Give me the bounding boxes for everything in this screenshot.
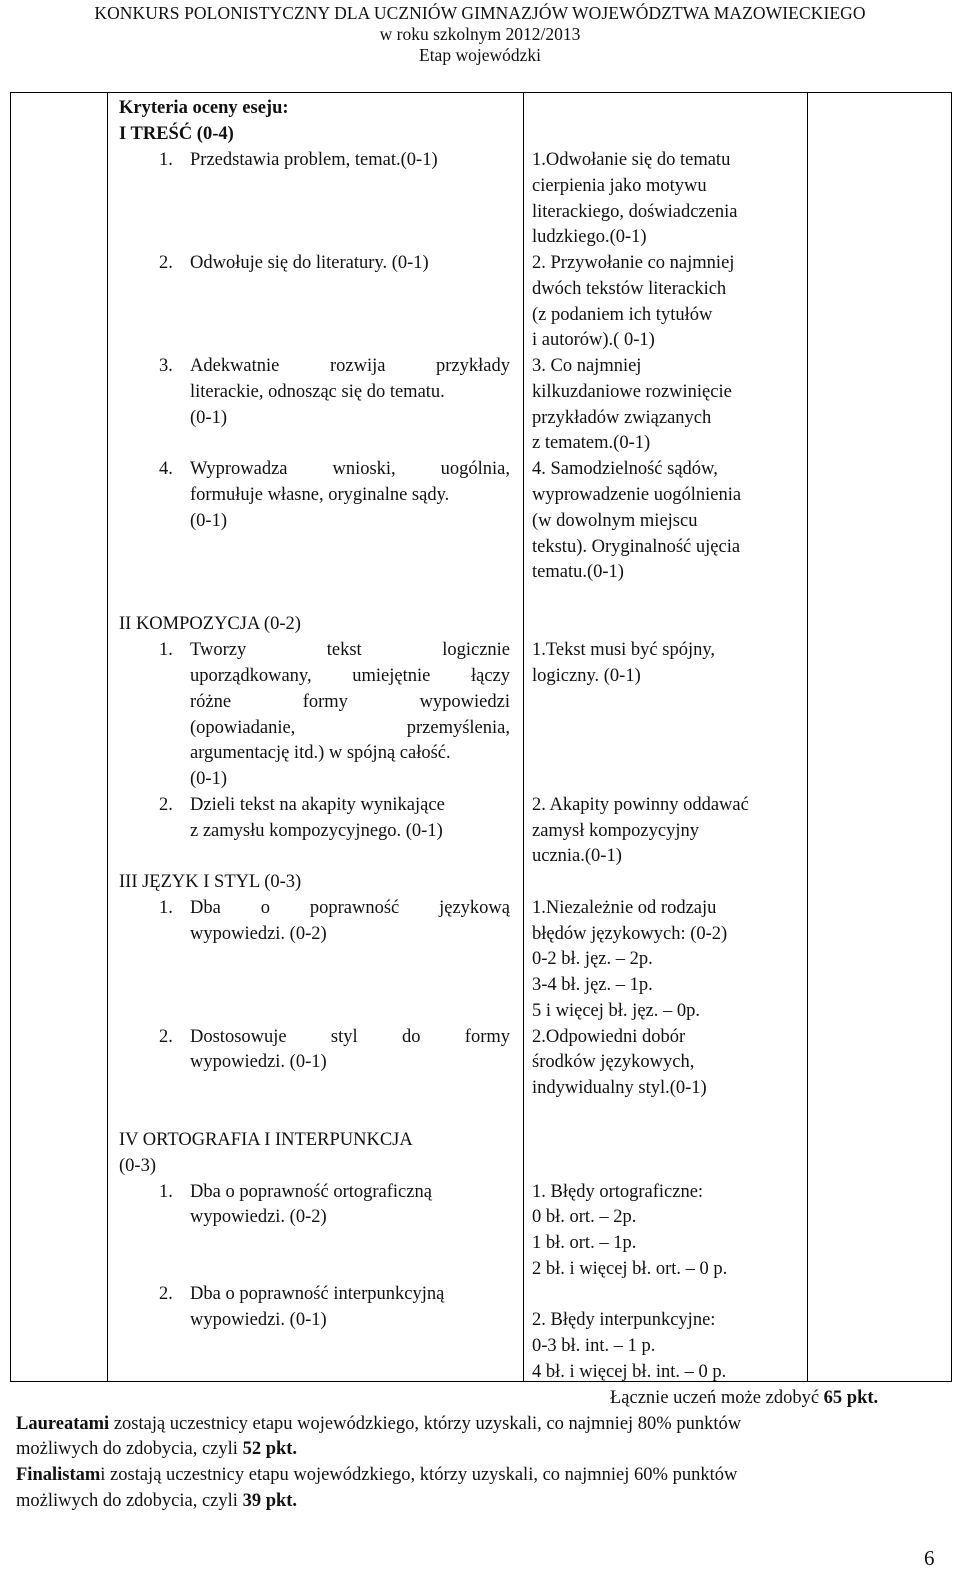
description-text: ucznia.(0-1) <box>532 846 622 866</box>
criterion-text: Tworzy tekst logicznie <box>190 640 510 660</box>
item-number: 2. <box>159 1284 173 1304</box>
description-text: 1 bł. ort. – 1p. <box>532 1233 637 1253</box>
stage-label: Etap wojewódzki <box>419 45 541 65</box>
contest-title: KONKURS POLONISTYCZNY DLA UCZNIÓW GIMNAZJÓW WOJEWÓDZTWA MAZOWIECKIEGO <box>94 3 866 23</box>
section-heading-tresc: I TREŚĆ (0-4) <box>119 124 234 144</box>
description-text: 2. Błędy interpunkcyjne: <box>532 1310 716 1330</box>
description-text: 5 i więcej bł. jęz. – 0p. <box>532 1001 700 1021</box>
laureates-points: 52 pkt. <box>242 1439 298 1459</box>
criteria-title: Kryteria oceny eseju: <box>119 98 289 118</box>
criterion-text: Wyprowadza wnioski, uogólnia, <box>190 459 510 479</box>
page-number: 6 <box>924 1546 935 1570</box>
description-text: przykładów związanych <box>532 408 712 428</box>
criterion-text: formułuje własne, oryginalne sądy. <box>190 485 450 505</box>
item-number: 1. <box>159 898 173 918</box>
item-number: 4. <box>159 459 173 479</box>
description-text: 2 bł. i więcej bł. ort. – 0 p. <box>532 1259 728 1279</box>
school-year: w roku szkolnym 2012/2013 <box>379 24 581 44</box>
description-text: (w dowolnym miejscu <box>532 511 698 531</box>
finalists-points: 39 pkt. <box>242 1491 298 1511</box>
table-border-top-left <box>10 92 107 93</box>
description-text: środków językowych, <box>532 1052 695 1072</box>
description-text: z tematem.(0-1) <box>532 433 651 453</box>
criterion-text: Adekwatnie rozwija przykłady <box>190 356 510 376</box>
criterion-text: Dba o poprawność interpunkcyjną <box>190 1284 445 1304</box>
description-text: logiczny. (0-1) <box>532 666 641 686</box>
description-text: 1.Odwołanie się do tematu <box>532 150 731 170</box>
total-points <box>610 1386 878 1412</box>
description-text: błędów językowych: (0-2) <box>532 924 728 944</box>
description-text: tematu.(0-1) <box>532 562 624 582</box>
description-text: wyprowadzenie uogólnienia <box>532 485 742 505</box>
section-heading-ortografia: IV ORTOGRAFIA I INTERPUNKCJA <box>119 1130 413 1150</box>
description-text: 2. Akapity powinny oddawać <box>532 795 749 815</box>
laureates-text-cont: możliwych do zdobycia, czyli <box>16 1439 243 1459</box>
description-text: 2.Odpowiedni dobór <box>532 1027 686 1047</box>
description-text: 3. Co najmniej <box>532 356 642 376</box>
description-text: ludzkiego.(0-1) <box>532 227 647 247</box>
table-border-right <box>951 92 952 1382</box>
description-text: 2. Przywołanie co najmniej <box>532 253 735 273</box>
criterion-text: Odwołuje się do literatury. (0-1) <box>190 253 429 273</box>
description-text: zamysł kompozycyjny <box>532 821 699 841</box>
table-border-col3 <box>807 92 808 1382</box>
criterion-text: Dzieli tekst na akapity wynikające <box>190 795 445 815</box>
item-number: 1. <box>159 1182 173 1202</box>
criterion-text: (0-1) <box>190 769 227 789</box>
laureates-term: Laureatami <box>16 1414 110 1434</box>
description-text: literackiego, doświadczenia <box>532 202 738 222</box>
criterion-text: różne formy wypowiedzi <box>190 692 510 712</box>
criterion-text: argumentację itd.) w spójną całość. <box>190 743 451 763</box>
item-number: 2. <box>159 1027 173 1047</box>
description-text: 1.Niezależnie od rodzaju <box>532 898 717 918</box>
finalists-term: Finalistam <box>16 1465 101 1485</box>
description-text: i autorów).( 0-1) <box>532 330 655 350</box>
criterion-text: wypowiedzi. (0-2) <box>190 1207 327 1227</box>
laureates-paragraph-line2 <box>16 1437 916 1463</box>
item-number: 3. <box>159 356 173 376</box>
criterion-text: Dba o poprawność ortograficzną <box>190 1182 432 1202</box>
description-text: cierpienia jako motywu <box>532 176 707 196</box>
criterion-text: wypowiedzi. (0-1) <box>190 1310 327 1330</box>
description-text: 3-4 bł. jęz. – 1p. <box>532 975 653 995</box>
description-text: kilkuzdaniowe rozwinięcie <box>532 382 732 402</box>
criterion-text: wypowiedzi. (0-2) <box>190 924 327 944</box>
table-border-col2 <box>523 92 524 1382</box>
finalists-text: i zostają uczestnicy etapu wojewódzkiego, którzy uzyskali, co najmniej 60% punktów <box>100 1465 738 1485</box>
description-text: indywidualny styl.(0-1) <box>532 1078 707 1098</box>
item-number: 2. <box>159 795 173 815</box>
laureates-paragraph <box>16 1412 916 1438</box>
total-points-value: 65 pkt. <box>823 1388 879 1408</box>
finalists-paragraph-line2 <box>16 1489 916 1515</box>
table-border-top <box>107 92 952 93</box>
criterion-text: Dostosowuje styl do formy <box>190 1027 510 1047</box>
criterion-text: literackie, odnosząc się do tematu. <box>190 382 445 402</box>
finalists-text-cont: możliwych do zdobycia, czyli <box>16 1491 243 1511</box>
description-text: (z podaniem ich tytułów <box>532 305 713 325</box>
laureates-text: zostają uczestnicy etapu wojewódzkiego, którzy uzyskali, co najmniej 80% punktów <box>109 1414 742 1434</box>
criterion-text: z zamysłu kompozycyjnego. (0-1) <box>190 821 443 841</box>
description-text: 0-3 bł. int. – 1 p. <box>532 1336 656 1356</box>
criterion-text: Dba o poprawność językową <box>190 898 510 918</box>
criterion-text: Przedstawia problem, temat.(0-1) <box>190 150 438 170</box>
description-text: dwóch tekstów literackich <box>532 279 727 299</box>
description-text: 4. Samodzielność sądów, <box>532 459 718 479</box>
table-border-bottom <box>10 1381 952 1382</box>
finalists-paragraph <box>16 1463 916 1489</box>
item-number: 1. <box>159 640 173 660</box>
description-text: 1.Tekst musi być spójny, <box>532 640 716 660</box>
table-border-left <box>10 92 11 1382</box>
section-heading-kompozycja: II KOMPOZYCJA (0-2) <box>119 614 301 634</box>
description-text: 0 bł. ort. – 2p. <box>532 1207 637 1227</box>
criterion-text: (opowiadanie, przemyślenia, <box>190 718 510 738</box>
description-text: 4 bł. i więcej bł. int. – 0 p. <box>532 1362 727 1382</box>
item-number: 2. <box>159 253 173 273</box>
total-points-label: Łącznie uczeń może zdobyć <box>610 1388 824 1408</box>
description-text: 1. Błędy ortograficzne: <box>532 1182 704 1202</box>
criterion-text: (0-1) <box>190 408 227 428</box>
criterion-text: wypowiedzi. (0-1) <box>190 1052 327 1072</box>
description-text: tekstu). Oryginalność ujęcia <box>532 537 741 557</box>
criterion-text: uporządkowany, umiejętnie łączy <box>190 666 510 686</box>
table-border-col1 <box>107 92 108 1382</box>
section-heading-ortografia-points: (0-3) <box>119 1156 156 1176</box>
section-heading-jezyk: III JĘZYK I STYL (0-3) <box>119 872 302 892</box>
description-text: 0-2 bł. jęz. – 2p. <box>532 949 653 969</box>
item-number: 1. <box>159 150 173 170</box>
criterion-text: (0-1) <box>190 511 227 531</box>
